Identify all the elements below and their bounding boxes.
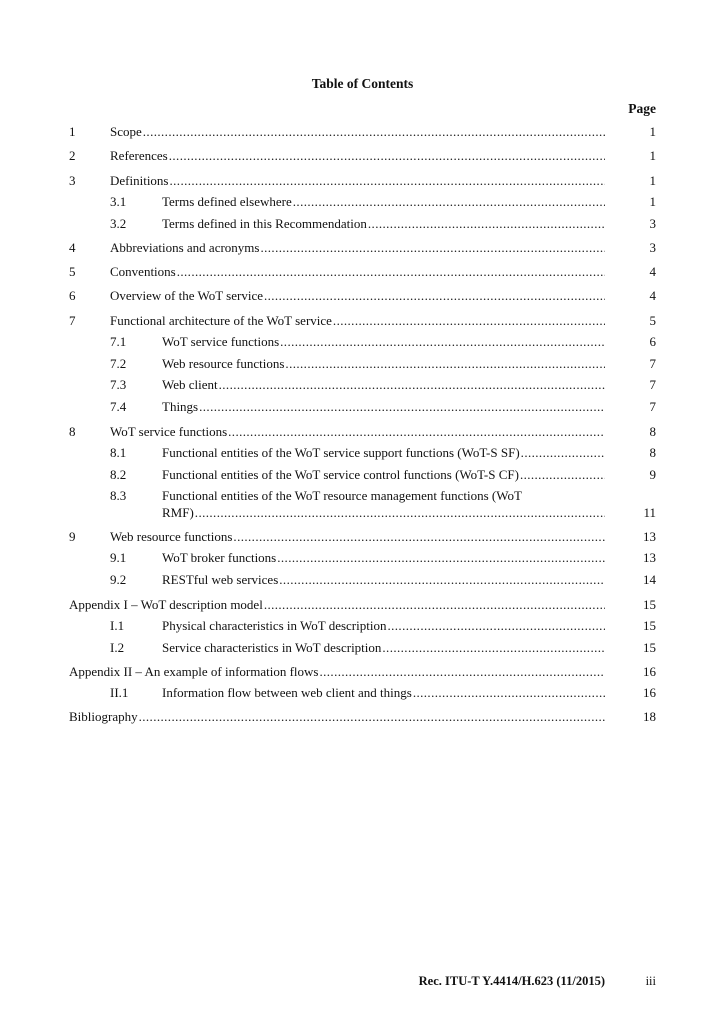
entry-number: 8.2: [110, 467, 127, 482]
entry-page: 11: [643, 505, 656, 520]
entry-page: 6: [649, 334, 656, 349]
entry-title-line1: Functional entities of the WoT resource management functions (WoT: [162, 488, 522, 503]
entry-title: Conventions: [110, 264, 176, 279]
toc-entry[interactable]: [0, 311, 725, 331]
entry-page: 4: [649, 264, 656, 279]
dot-leader: [285, 354, 605, 374]
toc-entry[interactable]: [0, 595, 725, 615]
entry-page: 3: [649, 216, 656, 231]
entry-page: 7: [649, 377, 656, 392]
entry-page: 13: [643, 529, 656, 544]
entry-page: 9: [649, 467, 656, 482]
entry-number: 6: [69, 288, 76, 303]
entry-number: 2: [69, 148, 76, 163]
dot-leader: [280, 332, 605, 352]
toc-entry[interactable]: [0, 570, 725, 590]
entry-title: Abbreviations and acronyms: [110, 240, 260, 255]
entry-number: 8.1: [110, 445, 127, 460]
entry-title: Functional entities of the WoT service support functions (WoT-S SF): [162, 445, 520, 460]
entry-page: 1: [649, 124, 656, 139]
page-column-header: Page: [628, 101, 656, 116]
toc-entry[interactable]: [0, 262, 725, 282]
entry-page: 16: [643, 685, 656, 700]
toc-entry[interactable]: [0, 286, 725, 306]
entry-page: 15: [643, 597, 656, 612]
entry-page: 3: [649, 240, 656, 255]
toc-entry[interactable]: [0, 548, 725, 568]
entry-number: 3: [69, 173, 76, 188]
dot-leader: [279, 570, 605, 590]
toc-entry[interactable]: [0, 527, 725, 547]
dot-leader: [170, 171, 606, 191]
dot-leader: [520, 465, 605, 485]
toc-entry[interactable]: [0, 192, 725, 212]
entry-title: Web resource functions: [162, 356, 285, 371]
entry-title: RMF): [162, 505, 194, 520]
dot-leader: [260, 238, 605, 258]
entry-number: 9.1: [110, 550, 127, 565]
entry-title: Terms defined elsewhere: [162, 194, 292, 209]
entry-number: 8.3: [110, 488, 127, 503]
entry-number: 7: [69, 313, 76, 328]
toc-entry[interactable]: [0, 638, 725, 658]
dot-leader: [233, 527, 605, 547]
dot-leader: [413, 683, 605, 703]
entry-number: 9: [69, 529, 76, 544]
entry-page: 15: [643, 640, 656, 655]
entry-title: WoT broker functions: [162, 550, 277, 565]
dot-leader: [264, 595, 605, 615]
entry-title: Functional entities of the WoT service control functions (WoT-S CF): [162, 467, 519, 482]
toc-entry[interactable]: [0, 214, 725, 234]
dot-leader: [333, 311, 605, 331]
entry-number: 7.4: [110, 399, 127, 414]
entry-title: Terms defined in this Recommendation: [162, 216, 367, 231]
toc-entry[interactable]: [0, 238, 725, 258]
toc-entry[interactable]: [0, 662, 725, 682]
entry-title: Service characteristics in WoT description: [162, 640, 382, 655]
toc-entry[interactable]: [0, 375, 725, 395]
entry-title: Web resource functions: [110, 529, 233, 544]
dot-leader: [319, 662, 605, 682]
dot-leader: [177, 262, 605, 282]
dot-leader: [264, 286, 605, 306]
entry-title: WoT service functions: [162, 334, 280, 349]
entry-page: 15: [643, 618, 656, 633]
entry-title: Things: [162, 399, 199, 414]
toc-entry[interactable]: [0, 146, 725, 166]
entry-title: Web client: [162, 377, 218, 392]
toc-entry[interactable]: [0, 171, 725, 191]
entry-title: Appendix I – WoT description model: [69, 597, 263, 612]
entry-number: I.1: [110, 618, 125, 633]
dot-leader: [368, 214, 605, 234]
toc-entry[interactable]: [0, 707, 725, 727]
entry-page: 1: [649, 148, 656, 163]
entry-page: 18: [643, 709, 656, 724]
entry-title: WoT service functions: [110, 424, 228, 439]
dot-leader: [382, 638, 605, 658]
toc-entry[interactable]: [0, 465, 725, 485]
entry-page: 13: [643, 550, 656, 565]
entry-number: 5: [69, 264, 76, 279]
entry-title: Information flow between web client and things: [162, 685, 412, 700]
entry-number: 3.2: [110, 216, 127, 231]
entry-title: Overview of the WoT service: [110, 288, 263, 303]
entry-number: I.2: [110, 640, 125, 655]
recommendation-reference: Rec. ITU-T Y.4414/H.623 (11/2015): [418, 974, 605, 988]
page-folio: iii: [645, 974, 656, 988]
entry-number: 7.2: [110, 356, 127, 371]
dot-leader: [143, 122, 605, 142]
entry-page: 7: [649, 399, 656, 414]
toc-entry[interactable]: [0, 616, 725, 636]
entry-title: Functional architecture of the WoT service: [110, 313, 332, 328]
entry-title: Bibliography: [69, 709, 138, 724]
entry-number: 4: [69, 240, 76, 255]
entry-number: 9.2: [110, 572, 127, 587]
entry-number: 1: [69, 124, 76, 139]
dot-leader: [195, 503, 605, 523]
entry-page: 1: [649, 173, 656, 188]
dot-leader: [228, 422, 605, 442]
toc-entry[interactable]: [0, 122, 725, 142]
toc-entry[interactable]: [0, 397, 725, 417]
dot-leader: [293, 192, 605, 212]
toc-title: Table of Contents: [311, 76, 414, 91]
toc-entry[interactable]: [0, 443, 725, 463]
entry-title: References: [110, 148, 168, 163]
entry-number: 8: [69, 424, 76, 439]
entry-title: Scope: [110, 124, 142, 139]
dot-leader: [169, 146, 605, 166]
entry-page: 8: [649, 445, 656, 460]
entry-number: 7.1: [110, 334, 127, 349]
entry-page: 14: [643, 572, 656, 587]
entry-page: 1: [649, 194, 656, 209]
dot-leader: [277, 548, 605, 568]
entry-title: RESTful web services: [162, 572, 279, 587]
entry-page: 16: [643, 664, 656, 679]
entry-title: Physical characteristics in WoT description: [162, 618, 387, 633]
toc-entry[interactable]: [0, 422, 725, 442]
entry-page: 7: [649, 356, 656, 371]
dot-leader: [219, 375, 605, 395]
entry-page: 5: [649, 313, 656, 328]
entry-title: Appendix II – An example of information flows: [69, 664, 319, 679]
toc-entry[interactable]: [0, 354, 725, 374]
entry-title: Definitions: [110, 173, 169, 188]
toc-entry[interactable]: [0, 683, 725, 703]
entry-page: 8: [649, 424, 656, 439]
entry-number: II.1: [110, 685, 129, 700]
dot-leader: [521, 443, 605, 463]
dot-leader: [139, 707, 605, 727]
dot-leader: [199, 397, 605, 417]
toc-entry-line2[interactable]: [0, 503, 725, 523]
entry-page: 4: [649, 288, 656, 303]
toc-entry[interactable]: [0, 332, 725, 352]
entry-number: 7.3: [110, 377, 127, 392]
dot-leader: [387, 616, 605, 636]
entry-number: 3.1: [110, 194, 127, 209]
